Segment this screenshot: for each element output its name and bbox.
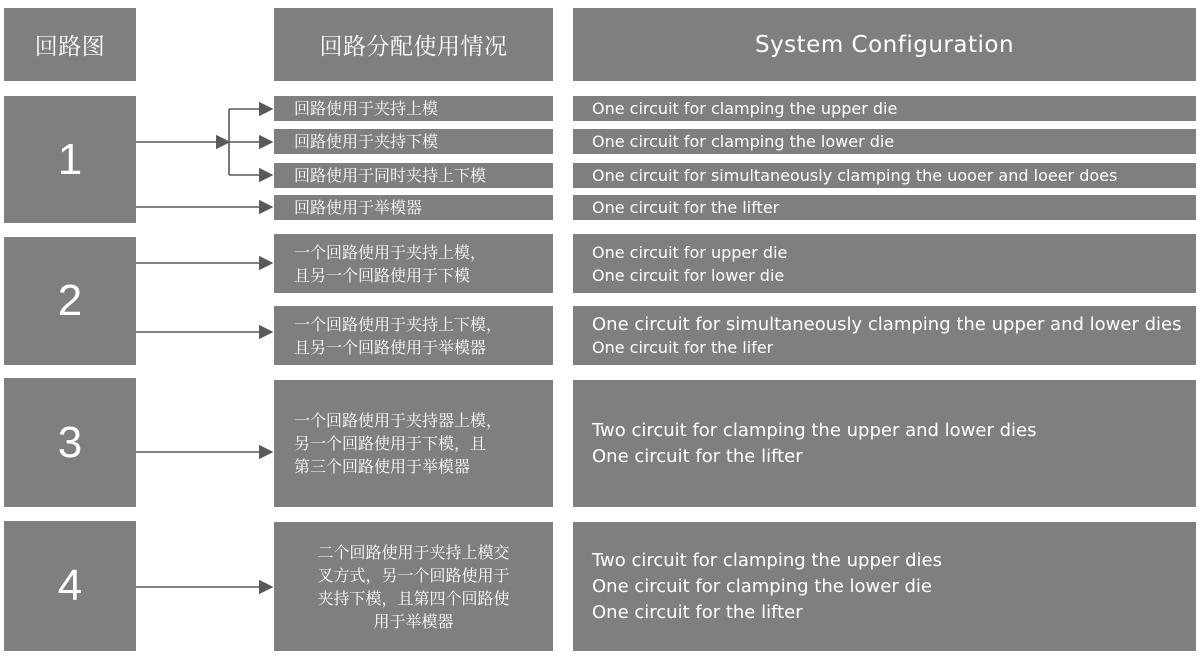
allocation-text: 一个回路使用于夹持器上模， — [294, 411, 503, 430]
allocation-text: 二个回路使用于夹持上模交 — [317, 542, 510, 562]
config-text: One circuit for the lifter — [592, 198, 780, 217]
allocation-text: 且另一个回路使用于举模器 — [294, 337, 487, 357]
header-circuit-allocation-label: 回路分配使用情况 — [319, 34, 508, 60]
config-text: One circuit for the lifter — [592, 445, 803, 467]
allocation-text: 一个回路使用于夹持上模， — [294, 242, 487, 262]
config-text: One circuit for clamping the lower die — [592, 575, 932, 597]
allocation-text: 叉方式，另一个回路使用于 — [317, 565, 510, 585]
header-system-configuration-label: System Configuration — [754, 31, 1015, 58]
config-text: One circuit for clamping the lower die — [592, 132, 895, 151]
circuit-number-label: 4 — [57, 561, 83, 610]
circuit-number-label: 3 — [57, 417, 83, 467]
allocation-text: 第三个回路使用于举模器 — [294, 457, 471, 476]
allocation-text: 另一个回路使用于下模，且 — [294, 434, 487, 453]
circuit-number-label: 2 — [57, 276, 83, 325]
config-text: One circuit for clamping the upper die — [592, 99, 898, 118]
allocation-text: 夹持下模，且第四个回路使 — [317, 588, 510, 608]
allocation-text: 用于举模器 — [373, 611, 454, 631]
allocation-text: 一个回路使用于夹持上下模， — [294, 314, 503, 334]
config-text: One circuit for the lifer — [592, 337, 774, 357]
header-circuit-diagram-label: 回路图 — [34, 34, 106, 60]
allocation-text: 回路使用于同时夹持上下模 — [294, 166, 487, 185]
config-text: Two circuit for clamping the upper dies — [592, 549, 942, 571]
allocation-text: 回路使用于举模器 — [294, 198, 423, 217]
config-text: One circuit for simultaneously clamping the upper and lower dies — [592, 313, 1182, 335]
config-text: One circuit for lower die — [592, 265, 785, 285]
allocation-text: 回路使用于夹持下模 — [294, 132, 439, 151]
config-text: Two circuit for clamping the upper and lower dies — [592, 419, 1037, 441]
config-text: One circuit for upper die — [592, 242, 788, 262]
allocation-text: 回路使用于夹持上模 — [294, 99, 439, 118]
config-text: One circuit for simultaneously clamping the uooer and loeer does — [592, 166, 1118, 185]
allocation-text: 且另一个回路使用于下模 — [294, 265, 471, 285]
circuit-number-label: 1 — [57, 134, 83, 184]
config-text: One circuit for the lifter — [592, 601, 803, 623]
